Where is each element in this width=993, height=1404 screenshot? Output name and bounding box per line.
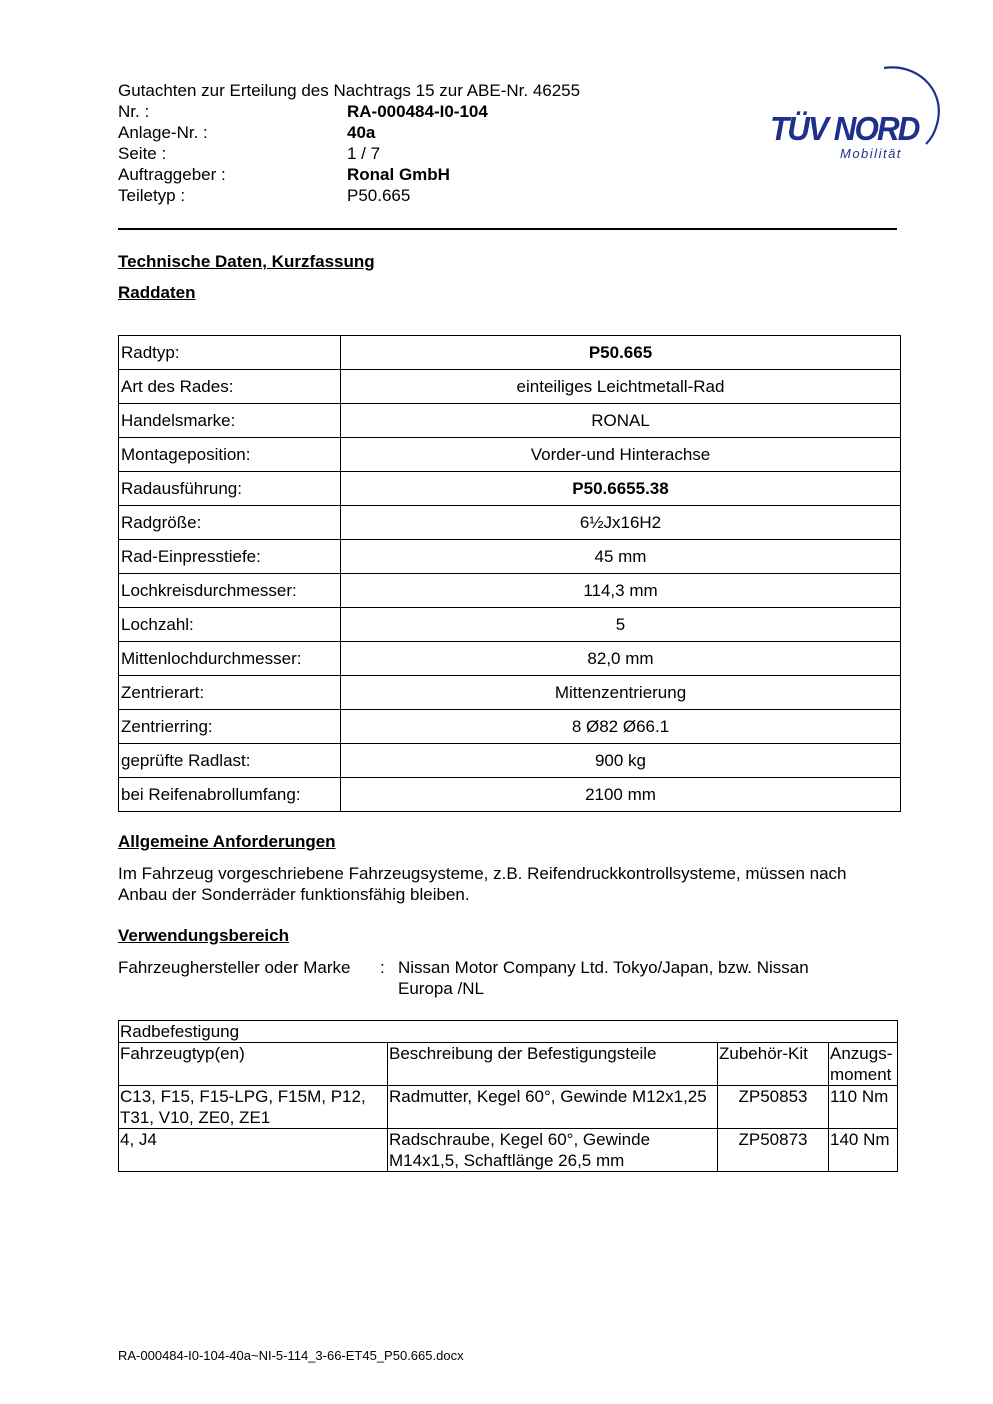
header-field-value: Ronal GmbH — [347, 165, 450, 184]
raddaten-row — [119, 540, 901, 574]
header-field-value: 40a — [347, 123, 376, 142]
raddaten-label: Handelsmarke: — [119, 404, 341, 438]
raddaten-label: Radgröße: — [119, 506, 341, 540]
raddaten-label: Art des Rades: — [119, 370, 341, 404]
logo-brand-text: TÜV NORD — [770, 110, 919, 147]
header-field-label: Auftraggeber : — [118, 165, 226, 184]
raddaten-value: Vorder-und Hinterachse — [341, 438, 901, 472]
header-field-row — [118, 101, 580, 122]
raddaten-row — [119, 676, 901, 710]
verwendung-value: Nissan Motor Company Ltd. Tokyo/Japan, bzw. Nissan Europa /NL — [398, 958, 809, 998]
footer-filename: RA-000484-I0-104-40a~NI-5-114_3-66-ET45_P50.665.docx — [118, 1348, 464, 1363]
raddaten-row — [119, 744, 901, 778]
raddaten-row — [119, 608, 901, 642]
radbefestigung-title: Radbefestigung — [119, 1021, 898, 1043]
raddaten-label: Radausführung: — [119, 472, 341, 506]
header-field-label: Nr. : — [118, 102, 150, 121]
cell-fahrzeugtyp: 4, J4 — [119, 1129, 388, 1172]
raddaten-value: 5 — [341, 608, 901, 642]
verwendung-label: Fahrzeughersteller oder Marke — [118, 958, 351, 977]
raddaten-row — [119, 404, 901, 438]
header-field-label: Anlage-Nr. : — [118, 123, 208, 142]
radbefestigung-row — [119, 1129, 898, 1172]
raddaten-label: Zentrierring: — [119, 710, 341, 744]
heading-allgemeine-anforderungen: Allgemeine Anforderungen — [118, 832, 336, 851]
raddaten-row — [119, 472, 901, 506]
raddaten-row — [119, 710, 901, 744]
raddaten-label: geprüfte Radlast: — [119, 744, 341, 778]
header-field-row — [118, 143, 580, 164]
header-field-row — [118, 164, 580, 185]
raddaten-row — [119, 506, 901, 540]
heading-raddaten: Raddaten — [118, 283, 196, 302]
raddaten-label: Montageposition: — [119, 438, 341, 472]
cell-anzugsmoment: 110 Nm — [829, 1086, 898, 1129]
raddaten-row — [119, 574, 901, 608]
raddaten-value: 82,0 mm — [341, 642, 901, 676]
raddaten-row — [119, 642, 901, 676]
raddaten-table — [118, 335, 901, 812]
heading-verwendungsbereich: Verwendungsbereich — [118, 926, 289, 945]
radbefestigung-table — [118, 1020, 898, 1172]
allgemein-paragraph: Im Fahrzeug vorgeschriebene Fahrzeugsysteme, z.B. Reifendruckkontrollsysteme, müssen nach Anbau der Sonderräder funktionsfähig bleiben. — [118, 864, 847, 904]
header-field-value: P50.665 — [347, 186, 411, 205]
raddaten-row — [119, 370, 901, 404]
raddaten-label: Zentrierart: — [119, 676, 341, 710]
raddaten-value: P50.665 — [341, 336, 901, 370]
raddaten-row — [119, 336, 901, 370]
heading-technische-daten: Technische Daten, Kurzfassung — [118, 252, 375, 271]
col-header-beschreibung: Beschreibung der Befestigungsteile — [388, 1043, 718, 1086]
radbefestigung-row — [119, 1086, 898, 1129]
cell-fahrzeugtyp: C13, F15, F15-LPG, F15M, P12, T31, V10, ZE0, ZE1 — [119, 1086, 388, 1129]
radbefestigung-header-row — [119, 1043, 898, 1086]
header-field-value: 1 / 7 — [347, 144, 381, 163]
raddaten-label: Radtyp: — [119, 336, 341, 370]
header-field-label: Seite : — [118, 144, 167, 163]
raddaten-value: 2100 mm — [341, 778, 901, 812]
header-field-value: RA-000484-I0-104 — [347, 102, 488, 121]
radbefestigung-title-row — [119, 1021, 898, 1043]
raddaten-label: Lochzahl: — [119, 608, 341, 642]
raddaten-value: 900 kg — [341, 744, 901, 778]
header-field-row — [118, 185, 580, 206]
cell-zubehoer-kit: ZP50873 — [718, 1129, 829, 1172]
header-field-label: Teiletyp : — [118, 186, 186, 205]
verwendung-row — [118, 957, 868, 999]
verwendung-separator: : — [380, 958, 385, 977]
raddaten-value: P50.6655.38 — [341, 472, 901, 506]
header-divider — [118, 228, 897, 230]
col-header-anzugsmoment: Anzugs-moment — [829, 1043, 898, 1086]
logo-sub-text: Mobilität — [840, 146, 902, 161]
tuv-nord-logo — [766, 58, 946, 168]
col-header-zubehoer-kit: Zubehör-Kit — [718, 1043, 829, 1086]
cell-beschreibung: Radmutter, Kegel 60°, Gewinde M12x1,25 — [388, 1086, 718, 1129]
cell-zubehoer-kit: ZP50853 — [718, 1086, 829, 1129]
document-header — [118, 80, 580, 206]
header-fields — [118, 101, 580, 206]
col-header-fahrzeugtyp: Fahrzeugtyp(en) — [119, 1043, 388, 1086]
raddaten-value: 114,3 mm — [341, 574, 901, 608]
cell-anzugsmoment: 140 Nm — [829, 1129, 898, 1172]
raddaten-value: RONAL — [341, 404, 901, 438]
document-title: Gutachten zur Erteilung des Nachtrags 15 zur ABE-Nr. 46255 — [118, 81, 581, 100]
raddaten-value: 8 Ø82 Ø66.1 — [341, 710, 901, 744]
raddaten-label: bei Reifenabrollumfang: — [119, 778, 341, 812]
raddaten-row — [119, 438, 901, 472]
raddaten-label: Rad-Einpresstiefe: — [119, 540, 341, 574]
header-field-row — [118, 122, 580, 143]
raddaten-label: Mittenlochdurchmesser: — [119, 642, 341, 676]
raddaten-row — [119, 778, 901, 812]
raddaten-value: 45 mm — [341, 540, 901, 574]
raddaten-label: Lochkreisdurchmesser: — [119, 574, 341, 608]
raddaten-value: Mittenzentrierung — [341, 676, 901, 710]
cell-beschreibung: Radschraube, Kegel 60°, Gewinde M14x1,5, Schaftlänge 26,5 mm — [388, 1129, 718, 1172]
raddaten-value: einteiliges Leichtmetall-Rad — [341, 370, 901, 404]
raddaten-value: 6½Jx16H2 — [341, 506, 901, 540]
